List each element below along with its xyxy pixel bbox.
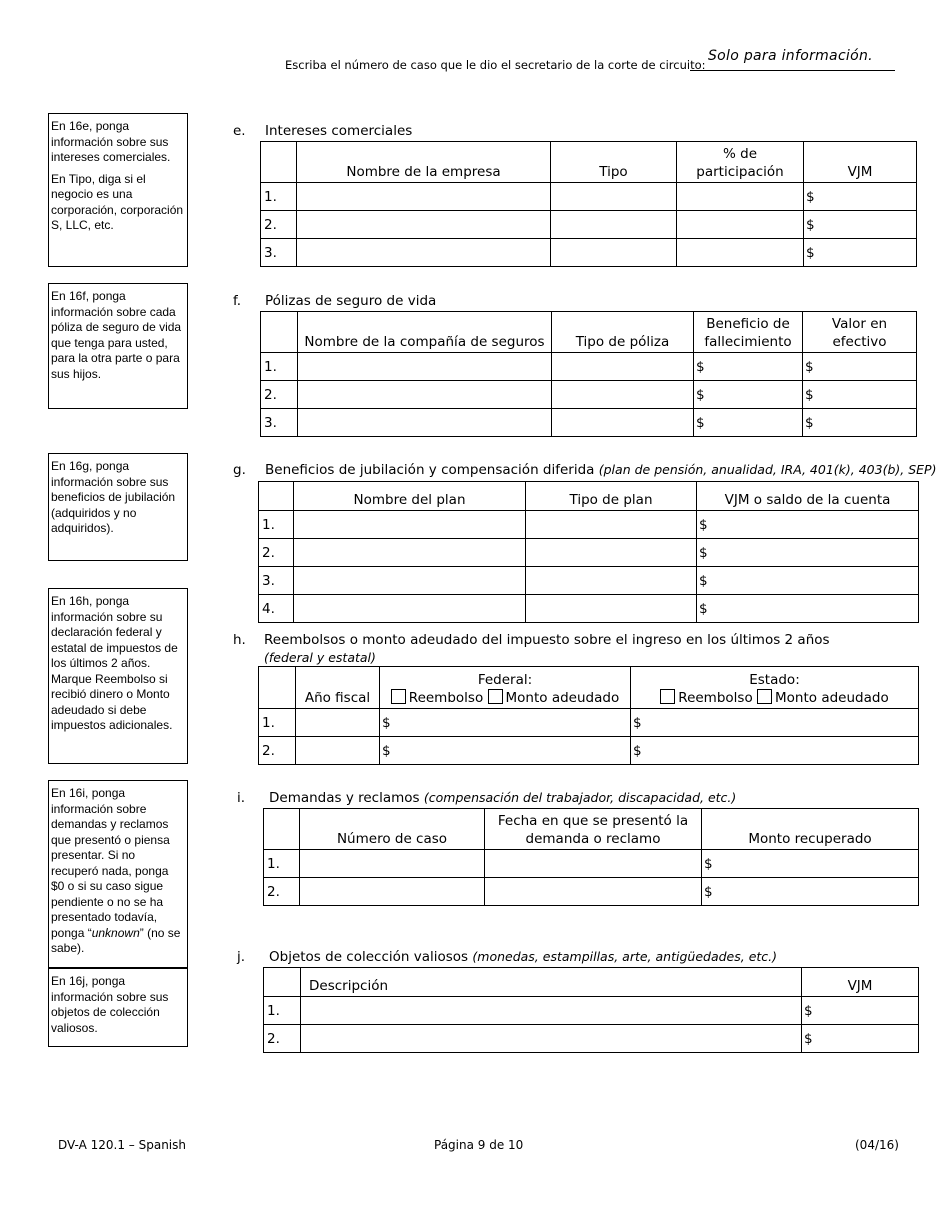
table-row: [264, 997, 919, 1025]
cash-value-cell[interactable]: [803, 353, 917, 381]
section-g-letter: g.: [233, 462, 246, 478]
note-16e: [48, 113, 188, 267]
cash-value-cell[interactable]: [803, 381, 917, 409]
section-i-title: [269, 790, 736, 806]
balance-cell[interactable]: [697, 511, 919, 539]
dollar-sign: $: [804, 1030, 813, 1047]
filing-date-cell[interactable]: [485, 850, 702, 878]
insurer-cell[interactable]: [298, 381, 552, 409]
table-row: [259, 539, 919, 567]
federal-amount-cell[interactable]: [380, 709, 631, 737]
table-row: [264, 878, 919, 906]
table-row: [259, 511, 919, 539]
row-number: 3.: [261, 409, 298, 437]
dollar-sign: $: [804, 1002, 813, 1019]
table-row: [261, 353, 917, 381]
col-header-business-name: Nombre de la empresa: [297, 142, 551, 183]
section-h-title: Reembolsos o monto adeudado del impuesto sobre el ingreso en los últimos 2 años: [264, 632, 830, 648]
note-16i-text: [51, 786, 185, 957]
ownership-cell[interactable]: [677, 183, 804, 211]
note-16g: [48, 453, 188, 561]
col-header-balance: VJM o saldo de la cuenta: [697, 482, 919, 511]
balance-cell[interactable]: [697, 595, 919, 623]
col-header-federal: [380, 667, 631, 709]
amount-recovered-cell[interactable]: [702, 878, 919, 906]
table-row: [261, 239, 917, 267]
case-number-label: Escriba el número de caso que le dio el secretario de la corte de circuito:: [285, 58, 706, 72]
business-name-cell[interactable]: [297, 239, 551, 267]
col-header-ownership: % de participación: [677, 142, 804, 183]
state-owed-label: Monto adeudado: [775, 690, 889, 706]
table-row: [264, 1025, 919, 1053]
case-number-cell[interactable]: [300, 878, 485, 906]
section-i-subtitle: (compensación del trabajador, discapacidad, etc.): [423, 790, 737, 805]
death-benefit-cell[interactable]: [694, 409, 803, 437]
section-h-letter: h.: [233, 632, 246, 648]
state-amount-cell[interactable]: [631, 709, 919, 737]
row-number: 2.: [259, 539, 294, 567]
policy-type-cell[interactable]: [552, 409, 694, 437]
federal-owed-checkbox[interactable]: [488, 689, 503, 704]
section-f-letter: f.: [233, 293, 242, 309]
row-number: 1.: [259, 709, 296, 737]
plan-name-cell[interactable]: [294, 511, 526, 539]
note-16e-text-1: En 16e, ponga información sobre sus intereses comerciales.: [51, 119, 171, 164]
state-refund-checkbox[interactable]: [660, 689, 675, 704]
state-refund-label: Reembolso: [678, 690, 753, 706]
death-benefit-cell[interactable]: [694, 353, 803, 381]
tax-year-cell[interactable]: [296, 709, 380, 737]
note-16i-text-a: En 16i, ponga información sobre demandas y reclamos que presentó o piensa presentar. Si no recuperó nada, ponga $0 o si su caso sigue pendiente o no se ha presentado todavía, ponga “: [51, 786, 170, 940]
balance-cell[interactable]: [697, 567, 919, 595]
col-header-tax-year: Año fiscal: [296, 667, 380, 709]
business-interests-table: [260, 141, 917, 267]
col-header-plan-name: Nombre del plan: [294, 482, 526, 511]
dollar-sign: $: [699, 516, 708, 533]
dollar-sign: $: [696, 358, 705, 375]
col-header-num: [264, 968, 301, 997]
balance-cell[interactable]: [697, 539, 919, 567]
policy-type-cell[interactable]: [552, 381, 694, 409]
col-header-num: [264, 809, 300, 850]
section-e-letter: e.: [233, 123, 246, 139]
insurer-cell[interactable]: [298, 353, 552, 381]
row-number: 3.: [261, 239, 297, 267]
dollar-sign: $: [633, 742, 642, 759]
table-row: [259, 709, 919, 737]
row-number: 2.: [264, 878, 300, 906]
federal-label: Federal:: [477, 672, 533, 688]
table-row: [261, 183, 917, 211]
row-number: 1.: [261, 183, 297, 211]
life-insurance-table: [260, 311, 917, 437]
tax-refunds-table: [258, 666, 919, 765]
note-16i-text-b: ” (no se sabe).: [51, 925, 181, 955]
dollar-sign: $: [704, 883, 713, 900]
table-row: [261, 211, 917, 239]
form-number: DV-A 120.1 – Spanish: [58, 1138, 186, 1152]
row-number: 1.: [261, 353, 298, 381]
federal-refund-label: Reembolso: [408, 690, 484, 706]
lawsuits-claims-table: [263, 808, 919, 906]
note-16h: [48, 588, 188, 764]
section-e-title: Intereses comerciales: [265, 123, 413, 139]
type-cell[interactable]: [551, 239, 677, 267]
plan-type-cell[interactable]: [526, 567, 697, 595]
note-16g-text: En 16g, ponga información sobre sus beneficios de jubilación (adquiridos y no adquiridos).: [51, 459, 176, 535]
plan-name-cell[interactable]: [294, 539, 526, 567]
dollar-sign: $: [696, 386, 705, 403]
section-j-title: [269, 949, 777, 965]
section-j-subtitle: (monedas, estampillas, arte, antigüedades, etc.): [472, 949, 778, 964]
dollar-sign: $: [805, 386, 814, 403]
note-16i: [48, 780, 188, 968]
col-header-fmv: VJM: [802, 968, 919, 997]
dollar-sign: $: [806, 216, 815, 233]
section-g-subtitle: (plan de pensión, anualidad, IRA, 401(k), 403(b), SEP): [598, 462, 937, 477]
ownership-cell[interactable]: [677, 239, 804, 267]
table-row: [259, 737, 919, 765]
section-f-title: Pólizas de seguro de vida: [265, 293, 437, 309]
insurer-cell[interactable]: [298, 409, 552, 437]
plan-type-cell[interactable]: [526, 511, 697, 539]
col-header-cash-value: Valor en efectivo: [803, 312, 917, 353]
section-g-title: [265, 462, 936, 478]
row-number: 1.: [259, 511, 294, 539]
plan-name-cell[interactable]: [294, 567, 526, 595]
col-header-fmv: VJM: [804, 142, 917, 183]
dollar-sign: $: [699, 544, 708, 561]
note-16e-text-2: En Tipo, diga si el negocio es una corporación, corporación S, LLC, etc.: [51, 171, 184, 232]
note-16j: [48, 968, 188, 1047]
fmv-cell[interactable]: [802, 997, 919, 1025]
federal-refund-checkbox[interactable]: [391, 689, 406, 704]
dollar-sign: $: [805, 358, 814, 375]
row-number: 1.: [264, 997, 301, 1025]
type-cell[interactable]: [551, 183, 677, 211]
section-i-letter: i.: [237, 790, 246, 806]
row-number: 3.: [259, 567, 294, 595]
col-header-policy-type: Tipo de póliza: [552, 312, 694, 353]
col-header-num: [261, 312, 298, 353]
row-number: 2.: [259, 737, 296, 765]
col-header-num: [261, 142, 297, 183]
revision-date: (04/16): [855, 1138, 899, 1152]
page-number: Página 9 de 10: [434, 1138, 524, 1152]
dollar-sign: $: [382, 714, 391, 731]
state-label: Estado:: [749, 672, 800, 688]
policy-type-cell[interactable]: [552, 353, 694, 381]
col-header-num: [259, 482, 294, 511]
section-i-title-text: Demandas y reclamos: [269, 790, 420, 806]
ownership-cell[interactable]: [677, 211, 804, 239]
type-cell[interactable]: [551, 211, 677, 239]
cash-value-cell[interactable]: [803, 409, 917, 437]
note-16f-text: En 16f, ponga información sobre cada póliza de seguro de vida que tenga para usted, para la otra parte o para sus hijos.: [51, 289, 182, 381]
col-header-state: [631, 667, 919, 709]
col-header-description: Descripción: [301, 968, 802, 997]
state-amount-cell[interactable]: [631, 737, 919, 765]
note-16i-unknown: unknown: [91, 925, 140, 940]
section-h-subtitle: (federal y estatal): [264, 650, 376, 665]
col-header-type: Tipo: [551, 142, 677, 183]
federal-options: [382, 689, 628, 707]
business-name-cell[interactable]: [297, 183, 551, 211]
note-16h-text: En 16h, ponga información sobre su declaración federal y estatal de impuestos de los últimos 2 años. Marque Reembolso si recibió dinero o Monto adeudado si debe impuestos adicionales.: [51, 594, 178, 732]
dollar-sign: $: [806, 244, 815, 261]
row-number: 4.: [259, 595, 294, 623]
col-header-case-number: Número de caso: [300, 809, 485, 850]
description-cell[interactable]: [301, 1025, 802, 1053]
plan-name-cell[interactable]: [294, 595, 526, 623]
dollar-sign: $: [806, 188, 815, 205]
amount-recovered-cell[interactable]: [702, 850, 919, 878]
tax-year-cell[interactable]: [296, 737, 380, 765]
fmv-cell[interactable]: [804, 211, 917, 239]
col-header-filing-date: Fecha en que se presentó la demanda o reclamo: [485, 809, 702, 850]
fmv-cell[interactable]: [804, 239, 917, 267]
col-header-num: [259, 667, 296, 709]
table-row: [264, 850, 919, 878]
section-j-letter: j.: [237, 949, 246, 965]
dollar-sign: $: [699, 600, 708, 617]
row-number: 2.: [261, 211, 297, 239]
collectibles-table: [263, 967, 919, 1053]
col-header-amount-recovered: Monto recuperado: [702, 809, 919, 850]
dollar-sign: $: [696, 414, 705, 431]
note-16j-text: En 16j, ponga información sobre sus objetos de colección valiosos.: [51, 974, 169, 1035]
row-number: 2.: [261, 381, 298, 409]
federal-amount-cell[interactable]: [380, 737, 631, 765]
table-row: [259, 595, 919, 623]
description-cell[interactable]: [301, 997, 802, 1025]
row-number: 1.: [264, 850, 300, 878]
section-g-title-text: Beneficios de jubilación y compensación diferida: [265, 462, 595, 478]
table-row: [261, 381, 917, 409]
dollar-sign: $: [633, 714, 642, 731]
dollar-sign: $: [699, 572, 708, 589]
fmv-cell[interactable]: [804, 183, 917, 211]
table-row: [261, 409, 917, 437]
state-owed-checkbox[interactable]: [757, 689, 772, 704]
plan-type-cell[interactable]: [526, 539, 697, 567]
dollar-sign: $: [382, 742, 391, 759]
business-name-cell[interactable]: [297, 211, 551, 239]
federal-owed-label: Monto adeudado: [505, 690, 620, 706]
case-number-line: [690, 70, 895, 71]
col-header-death-benefit: Beneficio de fallecimiento: [694, 312, 803, 353]
fmv-cell[interactable]: [802, 1025, 919, 1053]
retirement-benefits-table: [258, 481, 919, 623]
col-header-insurer: Nombre de la compañía de seguros: [298, 312, 552, 353]
filing-date-cell[interactable]: [485, 878, 702, 906]
case-number-field[interactable]: Solo para información.: [708, 48, 873, 64]
table-row: [259, 567, 919, 595]
col-header-plan-type: Tipo de plan: [526, 482, 697, 511]
state-options: [633, 689, 916, 707]
row-number: 2.: [264, 1025, 301, 1053]
dollar-sign: $: [704, 855, 713, 872]
dollar-sign: $: [805, 414, 814, 431]
note-16f: [48, 283, 188, 409]
death-benefit-cell[interactable]: [694, 381, 803, 409]
case-number-cell[interactable]: [300, 850, 485, 878]
plan-type-cell[interactable]: [526, 595, 697, 623]
section-j-title-text: Objetos de colección valiosos: [269, 949, 469, 965]
